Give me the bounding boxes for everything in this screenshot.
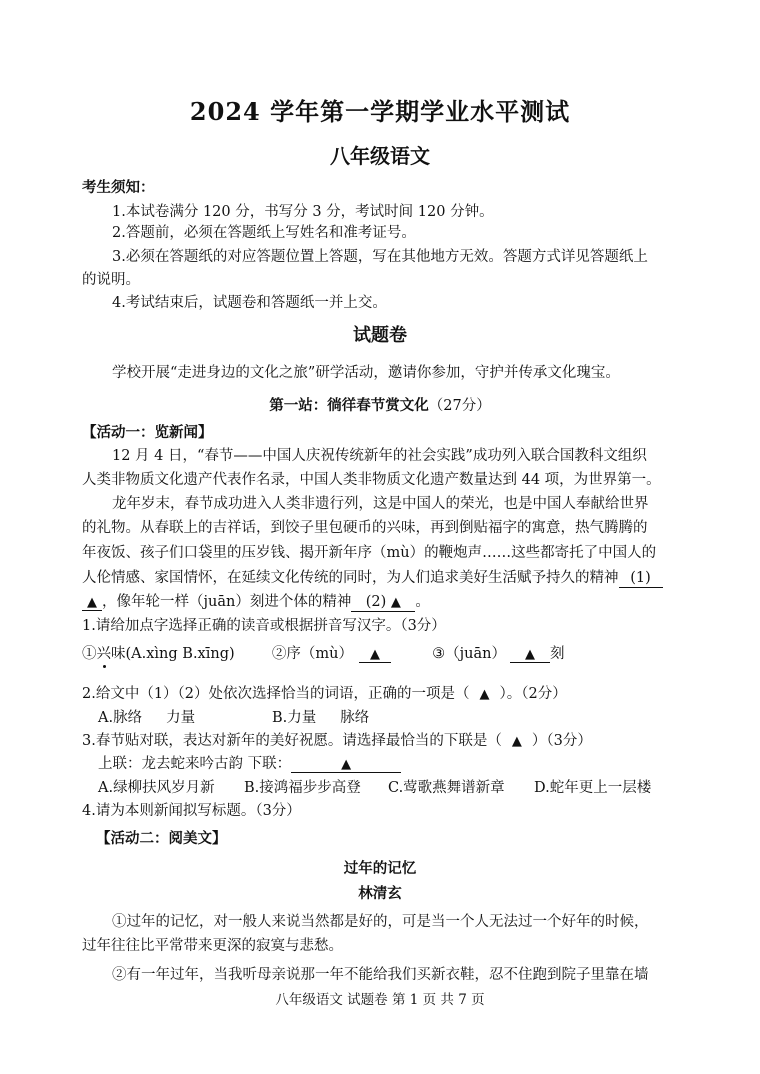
q2-stem-end: ）。（2分） <box>499 686 567 702</box>
q3-option: D.蛇年更上一层楼 <box>534 780 652 796</box>
q2-option-a-label: A.脉络 <box>98 710 143 726</box>
answer-triangle: ▲ <box>510 648 550 663</box>
news-line <box>82 590 430 612</box>
answer-triangle: ▲ <box>479 687 490 702</box>
answer-triangle: ▲ <box>359 648 391 663</box>
q1-item-c: ③（juān） <box>432 646 506 662</box>
notice-item: 3.必须在答题纸的对应答题位置上答题，写在其他地方无效。答题方式详见答题纸上 <box>112 249 648 265</box>
notice-item: 1.本试卷满分 120 分，书写分 3 分，考试时间 120 分钟。 <box>112 204 494 220</box>
notice-heading: 考生须知： <box>82 179 155 196</box>
q3-stem-text: 3.春节贴对联，表达对新年的美好祝愿。请选择最恰当的下联是（ <box>82 733 502 749</box>
essay-author: 林清玄 <box>358 885 402 902</box>
blank-2 <box>351 595 415 612</box>
page-footer: 八年级语文 试题卷 第 1 页 共 7 页 <box>275 992 485 1008</box>
news-line: 12 月 4 日，“春节——中国人庆祝传统新年的社会实践”成功列入联合国教科文组织 <box>112 448 647 464</box>
question-3-stem <box>82 729 592 750</box>
essay-title: 过年的记忆 <box>343 860 417 877</box>
exam-title: 2024 学年第一学期学业水平测试 <box>189 97 571 126</box>
q1-item-a-mark: ① <box>82 646 97 662</box>
news-line: 人类非物质文化遗产代表作名录，中国人类非物质文化遗产数量达到 44 项，为世界第一。 <box>82 472 661 488</box>
activity-heading: 【活动二：阅美文】 <box>96 830 227 847</box>
q2-option-a-word: 力量 <box>166 710 196 726</box>
news-line-text: 人伦情感、家国情怀，在延续文化传统的同时，为人们追求美好生活赋予持久的精神 <box>82 570 619 586</box>
news-line: 年夜饭、孩子们口袋里的压岁钱、揭开新年序（mù）的鞭炮声……这些都寄托了中国人的 <box>82 545 657 561</box>
q3-option: C.莺歌燕舞谱新章 <box>388 780 505 796</box>
station-name: 第一站：徜徉春节赏文化 <box>269 397 429 414</box>
q2-stem-text: 2.给文中（1）（2）处依次选择恰当的词语，正确的一项是（ <box>82 686 470 702</box>
paper-title: 试题卷 <box>353 325 407 346</box>
news-line <box>82 566 663 588</box>
news-line: 的礼物。从春联上的吉祥话，到饺子里包硬币的兴味，再到倒贴福字的寓意，热气腾腾的 <box>82 520 648 536</box>
q1-item-a: 味(A.xìng B.xīng) <box>111 646 235 662</box>
essay-line: ①过年的记忆，对一般人来说当然都是好的，可是当一个人无法过一个好年的时候， <box>112 914 649 930</box>
station-title <box>0 394 760 415</box>
q1-item-c-suffix: 刻 <box>550 646 565 662</box>
station-score: （27分） <box>428 398 491 414</box>
question-2-stem <box>82 682 567 703</box>
q3-stem-end: ）（3分） <box>531 733 592 749</box>
q3-couplet <box>98 752 401 773</box>
answer-triangle: ▲ <box>82 596 102 611</box>
q2-option-b-word: 脉络 <box>340 710 370 726</box>
q2-option-a <box>98 706 195 727</box>
answer-triangle: ▲ <box>291 758 401 773</box>
news-line-text: ，像年轮一样（juān）刻进个体的精神 <box>102 594 352 610</box>
notice-item: 的说明。 <box>82 272 140 288</box>
answer-triangle: ▲ <box>390 595 401 610</box>
exam-subject: 八年级语文 <box>330 144 430 168</box>
blank-2-label: (2) <box>365 594 387 610</box>
answer-triangle: ▲ <box>511 734 522 749</box>
question-1-options <box>82 642 565 663</box>
blank-1: (1) <box>619 571 663 588</box>
dotted-char: 兴 <box>96 646 111 662</box>
news-line: 龙年岁末，春节成功进入人类非遗行列，这是中国人的荣光，也是中国人奉献给世界 <box>112 496 649 512</box>
activity-heading: 【活动一：览新闻】 <box>82 424 213 441</box>
q3-option: B.接鸿福步步高登 <box>244 780 361 796</box>
question-1-stem: 1.请给加点字选择正确的读音或根据拼音写汉字。（3分） <box>82 618 446 634</box>
notice-item: 4.考试结束后，试题卷和答题纸一并上交。 <box>112 295 387 311</box>
q3-option: A.绿柳扶风岁月新 <box>98 780 215 796</box>
question-4-stem: 4.请为本则新闻拟写标题。（3分） <box>82 803 301 819</box>
notice-item: 2.答题前，必须在答题纸上写姓名和准考证号。 <box>112 225 416 241</box>
q1-item-b: ②序（mù） <box>271 646 353 662</box>
q2-option-b <box>272 706 369 727</box>
intro-text: 学校开展“走进身边的文化之旅”研学活动，邀请你参加，守护并传承文化瑰宝。 <box>112 365 620 381</box>
couplet-text: 上联：龙去蛇来吟古韵 下联： <box>98 756 292 772</box>
essay-line: 过年往往比平常带来更深的寂寞与悲愁。 <box>82 938 343 954</box>
news-line-end: 。 <box>415 594 430 610</box>
essay-line: ②有一年过年，当我听母亲说那一年不能给我们买新衣鞋，忍不住跑到院子里靠在墙 <box>112 967 649 983</box>
q2-option-b-label: B.力量 <box>272 710 317 726</box>
